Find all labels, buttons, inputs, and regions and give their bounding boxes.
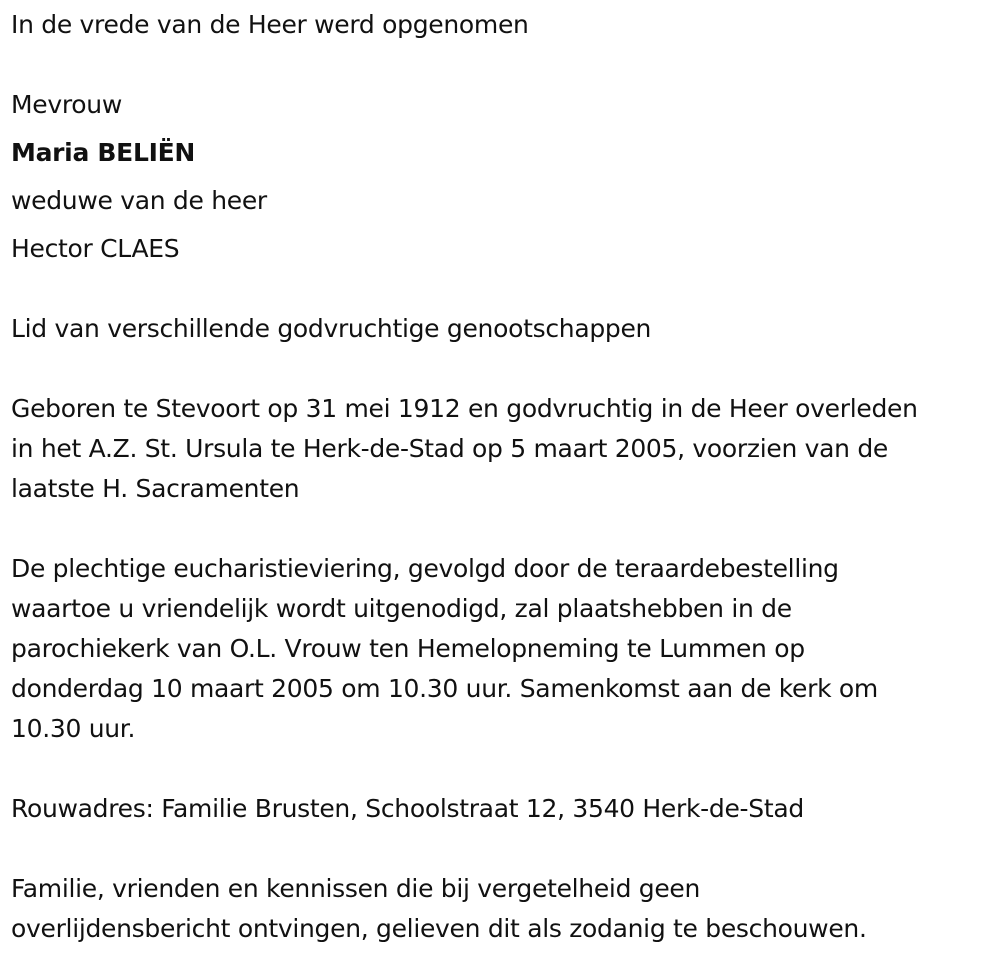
ceremony-line: waartoe u vriendelijk wordt uitgenodigd, zal plaatshebben in de <box>11 594 792 623</box>
ceremony-line: parochiekerk van O.L. Vrouw ten Hemelopneming te Lummen op <box>11 634 805 663</box>
ceremony-line: De plechtige eucharistieviering, gevolgd door de teraardebestelling <box>11 554 839 583</box>
salutation: Mevrouw <box>11 90 122 119</box>
deceased-name: Maria BELIËN <box>11 138 195 167</box>
address-text: Rouwadres: Familie Brusten, Schoolstraat 12, 3540 Herk-de-Stad <box>11 794 804 823</box>
membership-text: Lid van verschillende godvruchtige genootschappen <box>11 314 652 343</box>
birth-death-line: laatste H. Sacramenten <box>11 474 300 503</box>
relation-text: weduwe van de heer <box>11 186 267 215</box>
closing-line: overlijdensbericht ontvingen, gelieven dit als zodanig te beschouwen. <box>11 914 867 943</box>
spouse-name: Hector CLAES <box>11 234 180 263</box>
intro-text: In de vrede van de Heer werd opgenomen <box>11 10 529 39</box>
birth-death-line: Geboren te Stevoort op 31 mei 1912 en godvruchtig in de Heer overleden <box>11 394 918 423</box>
birth-death-line: in het A.Z. St. Ursula te Herk-de-Stad op 5 maart 2005, voorzien van de <box>11 434 888 463</box>
ceremony-line: 10.30 uur. <box>11 714 136 743</box>
ceremony-line: donderdag 10 maart 2005 om 10.30 uur. Samenkomst aan de kerk om <box>11 674 878 703</box>
closing-line: Familie, vrienden en kennissen die bij vergetelheid geen <box>11 874 701 903</box>
